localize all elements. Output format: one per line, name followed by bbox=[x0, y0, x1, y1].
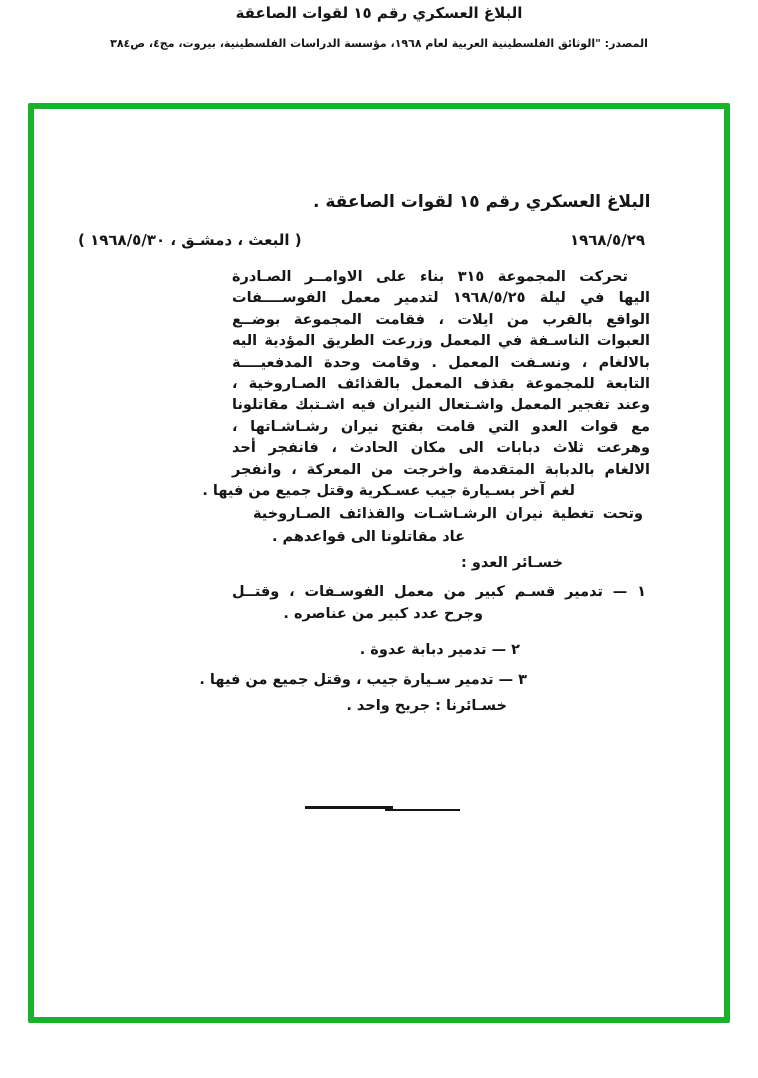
paragraph-line: الواقع بالقرب من ايلات ، فقامت المجموعة بوضــع bbox=[232, 311, 650, 328]
header-title: البلاغ العسكري رقم ١٥ لقوات الصاعقة bbox=[235, 4, 523, 22]
signature-separator-line bbox=[305, 806, 393, 809]
paragraph-line: وعند تفجير المعمل واشـتعال النيران فيه اشـتبك مقاتلونا bbox=[232, 397, 650, 414]
date-line bbox=[78, 231, 645, 249]
paragraph-line: عاد مقاتلونا الى قواعدهم . bbox=[271, 529, 465, 545]
enemy-loss-item-3 bbox=[199, 669, 650, 691]
our-losses-text: خسـائرنا : جريح واحد . bbox=[346, 698, 507, 714]
body-paragraph-1 bbox=[202, 267, 650, 502]
heading-text: خسـائر العدو : bbox=[461, 555, 563, 571]
list-item-line: ٢ — تدمير دبابة عدوة . bbox=[359, 642, 520, 658]
paragraph-line: وتحت تغطية نيران الرشـاشـات والقذائف الصـاروخية bbox=[253, 506, 643, 522]
signature-separator-line bbox=[385, 809, 460, 811]
header-source-citation: المصدر: "الوثائق الفلسطينية العربية لعام ١٩٦٨، مؤسسة الدراسات الفلسطينية، بيروت، مج٤، ص٣٨٤ bbox=[110, 37, 648, 50]
paragraph-line: اليها في ليلة ١٩٦٨/٥/٢٥ لتدمير معمل الفوســــفات bbox=[232, 290, 650, 307]
list-item-line: ٣ — تدمير سـيارة جيب ، وقتل جميع من فيها . bbox=[199, 672, 527, 688]
list-item-line: ١ — تدمير قسـم كبير من معمل الفوسـفات ، وقتــل bbox=[232, 584, 646, 600]
document-title: البلاغ العسكري رقم ١٥ لقوات الصاعقة . bbox=[313, 192, 651, 212]
enemy-loss-item-1 bbox=[232, 581, 650, 625]
paragraph-line: بالالغام ، ونسـفت المعمل . وقامت وحدة المدفعيــــة bbox=[232, 354, 650, 371]
paragraph-line: تحركت المجموعة ٣١٥ بناء على الاوامــر الصـادرة bbox=[232, 269, 628, 285]
list-item-line: وجرح عدد كبير من عناصره . bbox=[283, 606, 483, 622]
body-paragraph-2 bbox=[232, 503, 650, 549]
paragraph-line: وهرعت ثلاث دبابات الى مكان الحادث ، فانفجر أحد bbox=[232, 440, 650, 457]
our-losses-line bbox=[232, 695, 650, 717]
paragraph-line: العبوات الناسـفة في المعمل وزرعت الطريق المؤدية اليه bbox=[232, 333, 650, 350]
paragraph-line: الالغام بالدبابة المتقدمة واخرجت من المعركة ، وانفجر bbox=[232, 461, 650, 478]
publication-reference: ( البعث ، دمشـق ، ١٩٦٨/٥/٣٠ ) bbox=[78, 231, 302, 249]
communique-date: ١٩٦٨/٥/٢٩ bbox=[569, 231, 645, 249]
paragraph-line: التابعة للمجموعة بقذف المعمل بالقذائف الصـاروخية ، bbox=[232, 376, 650, 393]
enemy-losses-heading bbox=[232, 552, 650, 574]
paragraph-line: مع قوات العدو التي قامت بفتح نيران رشـاشـاتها ، bbox=[232, 418, 650, 435]
paragraph-line: لغم آخر بسـيارة جيب عسـكرية وقتل جميع من فيها . bbox=[202, 483, 575, 500]
enemy-loss-item-2 bbox=[232, 639, 650, 661]
